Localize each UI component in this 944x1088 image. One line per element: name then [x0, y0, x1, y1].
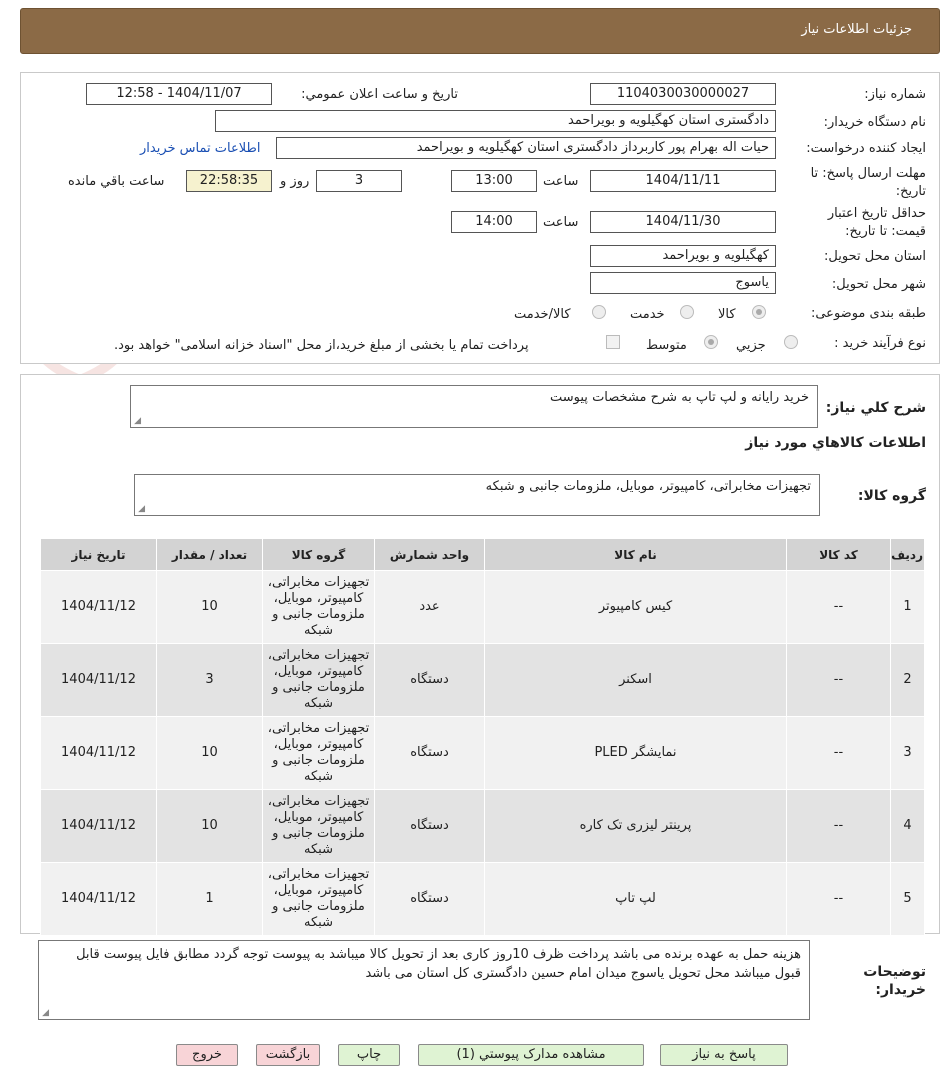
- table-row: [41, 717, 925, 790]
- cell-code: --: [787, 863, 891, 936]
- cell-unit: دستگاه: [375, 644, 485, 717]
- cell-unit: دستگاه: [375, 717, 485, 790]
- cell-row-number: 5: [891, 863, 925, 936]
- process-radio-medium[interactable]: [704, 335, 718, 349]
- need-number-field: 1104030030000027: [590, 83, 776, 105]
- goods-table: [40, 538, 925, 936]
- process-radio-minor[interactable]: [784, 335, 798, 349]
- buyer-notes-text: هزینه حمل به عهده برنده می باشد پرداخت ظرف 10روز کاری بعد از تحویل کالا میباشد به پیوست توجه گردد مطابق فایل پیوست قابل قبول میباشد محل تحویل یاسوج میدان امام حسین دادگستری کل استان می باشد: [76, 947, 801, 981]
- col-header-name: نام کالا: [485, 539, 787, 571]
- cell-code: --: [787, 571, 891, 644]
- process-option-minor: جزيي: [736, 338, 766, 353]
- cell-name: کیس کامپیوتر: [485, 571, 787, 644]
- delivery-city-label: شهر محل تحويل:: [831, 277, 926, 292]
- delivery-city-field: یاسوج: [590, 272, 776, 294]
- cell-group: تجهیزات مخابراتی، کامپیوتر، موبایل، ملزومات جانبی و شبکه: [263, 571, 375, 644]
- table-row: [41, 790, 925, 863]
- table-row: [41, 863, 925, 936]
- cell-group: تجهیزات مخابراتی، کامپیوتر، موبایل، ملزومات جانبی و شبکه: [263, 717, 375, 790]
- buyer-notes-field[interactable]: [38, 940, 810, 1020]
- buyer-notes-label-line2: خريدار:: [875, 982, 926, 998]
- table-row: [41, 571, 925, 644]
- time-remaining-field: 22:58:35: [186, 170, 272, 192]
- cell-row-number: 3: [891, 717, 925, 790]
- category-label: طبقه بندی موضوعی:: [810, 306, 926, 321]
- general-description-field[interactable]: [130, 385, 818, 428]
- validity-time-field: 14:00: [451, 211, 537, 233]
- col-header-quantity: تعداد / مقدار: [157, 539, 263, 571]
- cell-code: --: [787, 790, 891, 863]
- cell-row-number: 4: [891, 790, 925, 863]
- resize-grip-icon[interactable]: ◢: [42, 1008, 49, 1018]
- reply-to-need-button[interactable]: پاسخ به نياز: [660, 1044, 788, 1066]
- back-button[interactable]: بازگشت: [256, 1044, 320, 1066]
- buyer-notes-label-line1: توضيحات: [863, 964, 926, 980]
- validity-label-line1: حداقل تاريخ اعتبار: [827, 206, 926, 221]
- announce-datetime-label: تاریخ و ساعت اعلان عمومي:: [301, 87, 458, 102]
- category-option-goods-service: کالا/خدمت: [514, 307, 571, 322]
- goods-group-field[interactable]: [134, 474, 820, 516]
- need-number-label: شماره نیاز:: [864, 87, 926, 102]
- goods-group-label: گروه کالا:: [857, 488, 926, 504]
- print-button[interactable]: چاپ: [338, 1044, 400, 1066]
- days-remaining-field: 3: [316, 170, 402, 192]
- buyer-contact-link[interactable]: اطلاعات تماس خريدار: [140, 141, 261, 156]
- cell-name: لپ تاپ: [485, 863, 787, 936]
- delivery-province-field: کهگیلویه و بویراحمد: [590, 245, 776, 267]
- cell-group: تجهیزات مخابراتی، کامپیوتر، موبایل، ملزومات جانبی و شبکه: [263, 863, 375, 936]
- buyer-org-field: دادگستری استان کهگیلویه و بویراحمد: [215, 110, 776, 132]
- cell-date: 1404/11/12: [41, 790, 157, 863]
- col-header-group: گروه کالا: [263, 539, 375, 571]
- cell-unit: عدد: [375, 571, 485, 644]
- cell-group: تجهیزات مخابراتی، کامپیوتر، موبایل، ملزومات جانبی و شبکه: [263, 790, 375, 863]
- cell-group: تجهیزات مخابراتی، کامپیوتر، موبایل، ملزومات جانبی و شبکه: [263, 644, 375, 717]
- deadline-date-field: 1404/11/11: [590, 170, 776, 192]
- category-radio-service[interactable]: [680, 305, 694, 319]
- cell-quantity: 10: [157, 717, 263, 790]
- validity-time-label: ساعت: [543, 215, 579, 230]
- category-radio-goods-service[interactable]: [592, 305, 606, 319]
- time-remaining-label: ساعت باقي مانده: [68, 174, 165, 189]
- table-header-row: [41, 539, 925, 571]
- announce-datetime-field: 1404/11/07 - 12:58: [86, 83, 272, 105]
- cell-name: اسکنر: [485, 644, 787, 717]
- treasury-payment-note: پرداخت تمام يا بخشی از مبلغ خريد،از محل "اسناد خزانه اسلامی" خواهد بود.: [114, 338, 529, 353]
- deadline-label-line2: تاریخ:: [895, 184, 926, 199]
- requester-label: ایجاد کننده درخواست:: [806, 141, 926, 156]
- table-row: [41, 644, 925, 717]
- general-description-text: خرید رایانه و لپ تاپ به شرح مشخصات پیوست: [550, 390, 809, 405]
- col-header-code: کد کالا: [787, 539, 891, 571]
- resize-grip-icon[interactable]: ◢: [138, 504, 145, 514]
- cell-quantity: 1: [157, 863, 263, 936]
- cell-date: 1404/11/12: [41, 571, 157, 644]
- cell-name: نمایشگر PLED: [485, 717, 787, 790]
- validity-date-field: 1404/11/30: [590, 211, 776, 233]
- page-title: جزئیات اطلاعات نیاز: [801, 22, 912, 37]
- cell-quantity: 10: [157, 790, 263, 863]
- cell-row-number: 2: [891, 644, 925, 717]
- cell-date: 1404/11/12: [41, 717, 157, 790]
- validity-label-line2: قيمت: تا تاريخ:: [845, 224, 926, 239]
- cell-quantity: 3: [157, 644, 263, 717]
- cell-code: --: [787, 644, 891, 717]
- purchase-process-label: نوع فرآيند خريد :: [834, 336, 926, 351]
- category-option-goods: کالا: [718, 307, 736, 322]
- category-option-service: خدمت: [630, 307, 665, 322]
- buyer-org-label: نام دستگاه خريدار:: [823, 115, 926, 130]
- process-option-medium: متوسط: [646, 338, 687, 353]
- cell-date: 1404/11/12: [41, 863, 157, 936]
- treasury-payment-checkbox[interactable]: [606, 335, 620, 349]
- view-attachments-button[interactable]: مشاهده مدارک پيوستي (1): [418, 1044, 644, 1066]
- cell-unit: دستگاه: [375, 863, 485, 936]
- days-label: روز و: [280, 174, 310, 189]
- cell-name: پرینتر لیزری تک کاره: [485, 790, 787, 863]
- col-header-unit: واحد شمارش: [375, 539, 485, 571]
- resize-grip-icon[interactable]: ◢: [134, 416, 141, 426]
- col-header-row-number: رديف: [891, 539, 925, 571]
- cell-row-number: 1: [891, 571, 925, 644]
- goods-group-text: تجهیزات مخابراتی، کامپیوتر، موبایل، ملزومات جانبی و شبکه: [485, 479, 811, 494]
- cell-unit: دستگاه: [375, 790, 485, 863]
- cell-date: 1404/11/12: [41, 644, 157, 717]
- requester-field: حیات اله بهرام پور کاربرداز دادگستری استان کهگیلویه و بویراحمد: [276, 137, 776, 159]
- deadline-time-field: 13:00: [451, 170, 537, 192]
- exit-button[interactable]: خروج: [176, 1044, 238, 1066]
- cell-quantity: 10: [157, 571, 263, 644]
- deadline-time-label: ساعت: [543, 174, 579, 189]
- col-header-date: تاريخ نياز: [41, 539, 157, 571]
- cell-code: --: [787, 717, 891, 790]
- general-description-label: شرح کلي نياز:: [825, 400, 926, 416]
- delivery-province-label: استان محل تحويل:: [824, 249, 926, 264]
- category-radio-goods[interactable]: [752, 305, 766, 319]
- deadline-label-line1: مهلت ارسال پاسخ: تا: [810, 166, 926, 181]
- goods-info-title: اطلاعات کالاهاي مورد نياز: [745, 435, 926, 451]
